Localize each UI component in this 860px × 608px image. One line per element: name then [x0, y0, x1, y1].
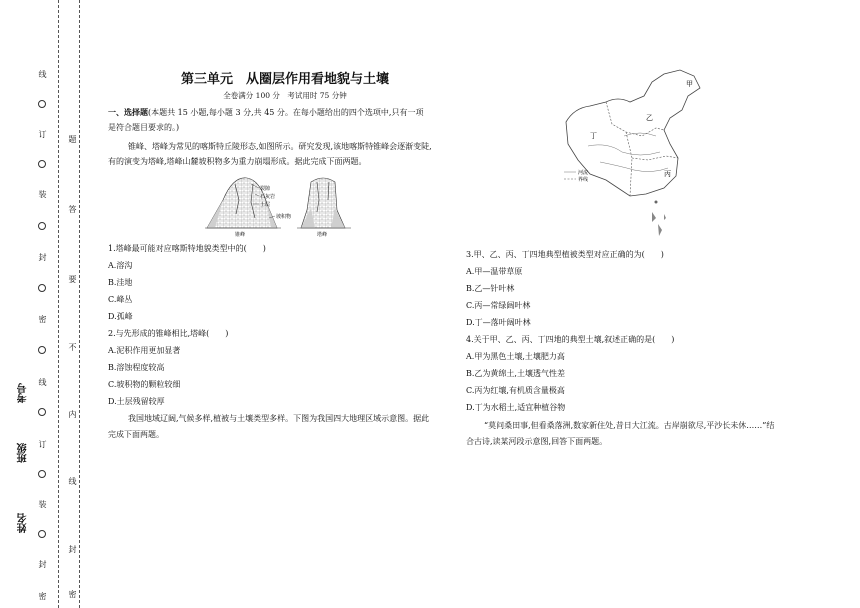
page-title: 第三单元 从圈层作用看地貌与土壤	[180, 72, 389, 87]
question-stem: 1.塔峰最可能对应喀斯特地貌类型中的( )	[108, 244, 266, 253]
instructions-line: (本题共 15 小题,每小题 3 分,共 45 分。在每小题给出的四个选项中,只有一项	[148, 108, 424, 117]
question-stem: 3.甲、乙、丙、丁四地典型植被类型对应正确的为( )	[466, 250, 664, 259]
field-exam-number: 考号	[18, 383, 29, 403]
binding-margin	[0, 0, 90, 608]
answer-option: D.孤峰	[108, 312, 133, 321]
section-heading: 一、选择题	[108, 108, 148, 117]
answer-option: C.丙为红壤,有机质含量极高	[466, 386, 565, 395]
answer-option: C.峰丛	[108, 295, 133, 304]
binding-label: 封	[38, 253, 47, 261]
binding-hole	[38, 284, 46, 292]
answer-option: C.丙—常绿阔叶林	[466, 301, 531, 310]
river-line	[588, 145, 660, 155]
answer-option: A.甲为黑色土壤,土壤肥力高	[466, 352, 565, 361]
binding-inner-label: 线	[68, 477, 77, 485]
island	[655, 201, 658, 204]
china-regions-map	[560, 66, 710, 242]
figure-caption: 塔峰	[317, 232, 328, 238]
question-stem: 4.关于甲、乙、丙、丁四地的典型土壤,叙述正确的是( )	[466, 335, 675, 344]
binding-hole	[38, 222, 46, 230]
binding-hole	[38, 408, 46, 416]
binding-inner-label: 封	[68, 545, 77, 553]
binding-label: 装	[38, 500, 47, 508]
binding-inner-label: 密	[68, 590, 77, 598]
field-class: 班级	[18, 443, 29, 463]
legend-label: 土层	[260, 202, 271, 208]
binding-hole	[38, 100, 46, 108]
passage-line: 完成下面两题。	[108, 430, 164, 439]
answer-option: D.丁为水稻土,适宜种植谷物	[466, 403, 566, 412]
binding-hole	[38, 160, 46, 168]
binding-inner-label: 内	[68, 410, 77, 418]
binding-inner-label: 答	[68, 205, 77, 213]
passage-line: 我国地域辽阔,气候多样,植被与土壤类型多样。下图为我国四大地理区域示意图。据此	[128, 414, 430, 423]
answer-option: A.甲—温带草原	[466, 267, 523, 276]
answer-option: A.溶沟	[108, 261, 133, 270]
passage-line: 有的演变为塔峰,塔峰山麓坡积物多为重力崩塌形成。据此完成下面两题。	[108, 157, 367, 166]
field-name: 姓名	[18, 513, 29, 533]
passage-line: 锥峰、塔峰为常见的喀斯特丘陵形态,如图所示。研究发现,该地喀斯特锥峰会逐渐变陡,	[128, 142, 432, 151]
region-boundary	[626, 132, 632, 196]
map-label: 乙	[646, 114, 653, 122]
legend-label: 界线	[578, 177, 589, 183]
question-stem: 2.与先形成的锥峰相比,塔峰( )	[108, 329, 229, 338]
binding-label: 订	[38, 130, 47, 138]
section-instructions	[108, 106, 423, 119]
binding-label: 线	[38, 378, 47, 386]
figure-caption: 锥峰	[235, 232, 246, 238]
legend-label: 裂隙	[260, 186, 271, 192]
binding-inner-label: 要	[68, 275, 77, 283]
answer-option: D.丁—落叶阔叶林	[466, 318, 531, 327]
answer-option: B.洼地	[108, 278, 133, 287]
dashed-fold-line-outer	[58, 0, 59, 608]
binding-hole	[38, 530, 46, 538]
binding-inner-label: 不	[68, 343, 77, 351]
region-boundary	[632, 156, 678, 160]
binding-label: 订	[38, 440, 47, 448]
south-sea-islands	[652, 212, 666, 236]
karst-peak-figure	[205, 170, 365, 238]
binding-label: 密	[38, 315, 47, 323]
map-label: 丁	[590, 132, 597, 140]
river-line	[600, 162, 668, 172]
poem-passage-line: 合古诗,读某河段示意图,回答下面两题。	[466, 437, 608, 446]
binding-hole	[38, 346, 46, 354]
legend-label: 河流	[578, 170, 589, 176]
binding-label: 装	[38, 190, 47, 198]
answer-option: C.坡积物的颗粒较细	[108, 380, 181, 389]
poem-passage-line: “莫问桑田事,但看桑落洲,数家新住处,昔日大江流。古岸崩欲尽,平沙长未休……”结	[484, 421, 775, 430]
exam-info: 全卷满分 100 分 考试用时 75 分钟	[223, 91, 347, 100]
binding-inner-label: 题	[68, 135, 77, 143]
answer-option: B.乙—针叶林	[466, 284, 515, 293]
binding-hole	[38, 470, 46, 478]
answer-option: B.溶蚀程度较高	[108, 363, 165, 372]
binding-label: 线	[38, 70, 47, 78]
answer-option: B.乙为黄绵土,土壤透气性差	[466, 369, 565, 378]
binding-label: 密	[38, 592, 47, 600]
legend-label: 石灰岩	[260, 194, 276, 200]
map-label: 甲	[686, 80, 693, 88]
answer-option: D.土层残留较厚	[108, 397, 165, 406]
legend-label: 坡积物	[276, 214, 292, 220]
instructions-line: 是符合题目要求的。)	[108, 123, 180, 132]
map-label: 丙	[664, 170, 671, 178]
answer-option: A.泥积作用更加显著	[108, 346, 181, 355]
binding-label: 封	[38, 560, 47, 568]
region-boundary	[606, 102, 664, 136]
dashed-fold-line-inner	[79, 0, 80, 608]
